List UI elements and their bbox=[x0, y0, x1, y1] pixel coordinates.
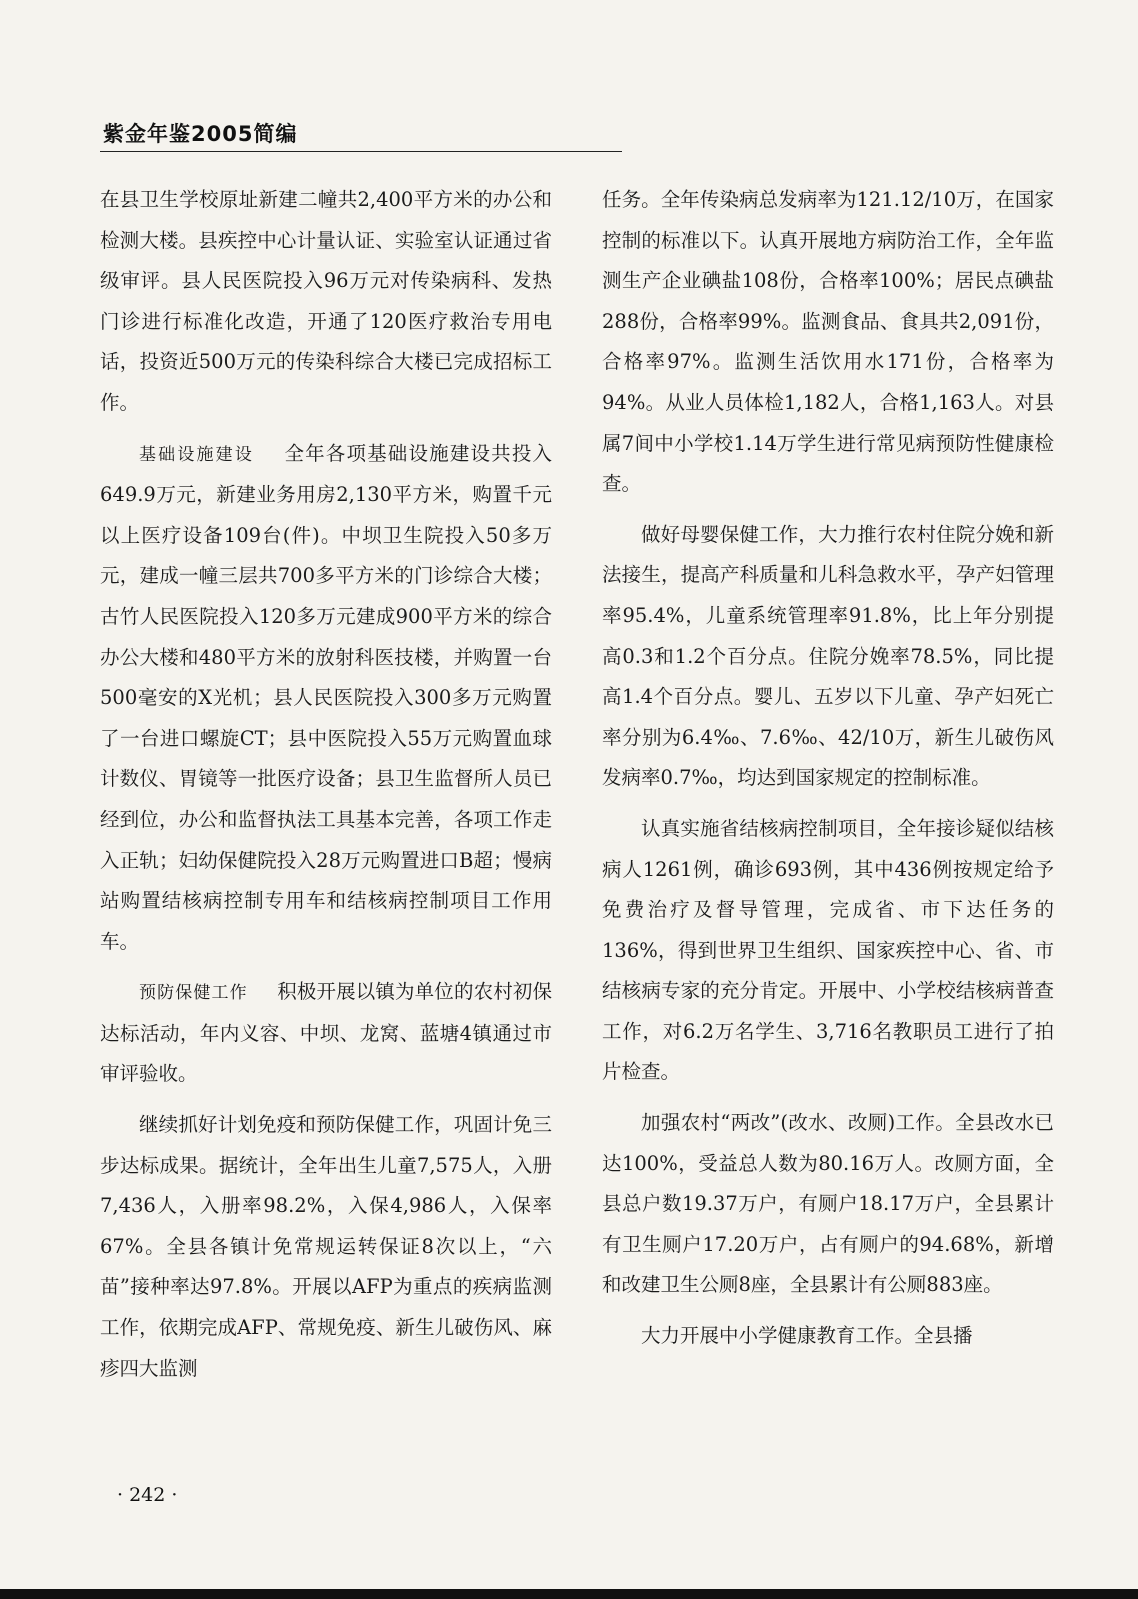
section-lead-prevention: 预防保健工作 bbox=[139, 983, 248, 1004]
paragraph-hospital-construction: 在县卫生学校原址新建二幢共2,400平方米的办公和检测大楼。县疾控中心计量认证、实验室认证通过省级审评。县人民医院投入96万元对传染病科、发热门诊进行标准化改造，开通了120医疗救治专用电话，投资近500万元的传染科综合大楼已完成招标工作。 bbox=[100, 188, 552, 414]
section-lead-infrastructure: 基础设施建设 bbox=[139, 444, 255, 465]
header-rule bbox=[100, 151, 622, 152]
paragraph-prevention bbox=[100, 972, 552, 1095]
paragraph-tuberculosis: 认真实施省结核病控制项目，全年接诊疑似结核病人1261例，确诊693例，其中436例按规定给予免费治疗及督导管理，完成省、市下达任务的136%，得到世界卫生组织、国家疾控中心、省、市结核病专家的充分肯定。开展中、小学校结核病普查工作，对6.2万名学生、3,716名教职员工进行了拍片检查。 bbox=[602, 816, 1054, 1084]
left-column bbox=[100, 180, 552, 1399]
paragraph-health-education: 大力开展中小学健康教育工作。全县播 bbox=[641, 1324, 973, 1348]
running-header: 紫金年鉴2005简编 bbox=[103, 122, 298, 146]
right-column bbox=[602, 180, 1054, 1367]
scan-edge-bar bbox=[0, 1589, 1138, 1599]
paragraph-disease-monitoring: 任务。全年传染病总发病率为121.12/10万，在国家控制的标准以下。认真开展地方病防治工作，全年监测生产企业碘盐108份，合格率100%；居民点碘盐288份，合格率99%。监测食品、食具共2,091份，合格率97%。监测生活饮用水171份，合格率为94%。从业人员体检1,182人，合格1,163人。对县属7间中小学校1.14万学生进行常见病预防性健康检查。 bbox=[602, 188, 1054, 496]
paragraph-maternal-health: 做好母婴保健工作，大力推行农村住院分娩和新法接生，提高产科质量和儿科急救水平，孕产妇管理率95.4%，儿童系统管理率91.8%，比上年分别提高0.3和1.2个百分点。住院分娩率78.5%，同比提高1.4个百分点。婴儿、五岁以下儿童、孕产妇死亡率分别为6.4‰、7.6‰、42/10万，新生儿破伤风发病率0.7‰，均达到国家规定的控制标准。 bbox=[602, 522, 1054, 790]
paragraph-water-toilet: 加强农村“两改”(改水、改厕)工作。全县改水已达100%，受益总人数为80.16万人。改厕方面，全县总户数19.37万户，有厕户18.17万户，全县累计有卫生厕户17.20万户，占有厕户的94.68%，新增和改建卫生公厕8座，全县累计有公厕883座。 bbox=[602, 1111, 1054, 1297]
paragraph-infrastructure bbox=[100, 434, 552, 963]
paragraph-text: 全年各项基础设施建设共投入649.9万元，新建业务用房2,130平方米，购置千元以上医疗设备109台(件)。中坝卫生院投入50多万元，建成一幢三层共700多平方米的门诊综合大楼；古竹人民医院投入120多万元建成900平方米的综合办公大楼和480平方米的放射科医技楼，并购置一台500毫安的X光机；县人民医院投入300多万元购置了一台进口螺旋CT；县中医院投入55万元购置血球计数仪、胃镜等一批医疗设备；县卫生监督所人员已经到位，办公和监督执法工具基本完善，各项工作走入正轨；妇幼保健院投入28万元购置进口B超；慢病站购置结核病控制专用车和结核病控制项目工作用车。 bbox=[100, 441, 552, 953]
paragraph-immunization: 继续抓好计划免疫和预防保健工作，巩固计免三步达标成果。据统计，全年出生儿童7,575人，入册7,436人，入册率98.2%，入保4,986人，入保率67%。全县各镇计免常规运转保证8次以上，“六苗”接种率达97.8%。开展以AFP为重点的疾病监测工作，依期完成AFP、常规免疫、新生儿破伤风、麻疹四大监测 bbox=[100, 1113, 552, 1380]
page-number: · 242 · bbox=[117, 1484, 178, 1506]
paragraph-text: 积极开展以镇为单位的农村初保达标活动，年内义容、中坝、龙窝、蓝塘4镇通过市审评验收。 bbox=[100, 980, 552, 1086]
